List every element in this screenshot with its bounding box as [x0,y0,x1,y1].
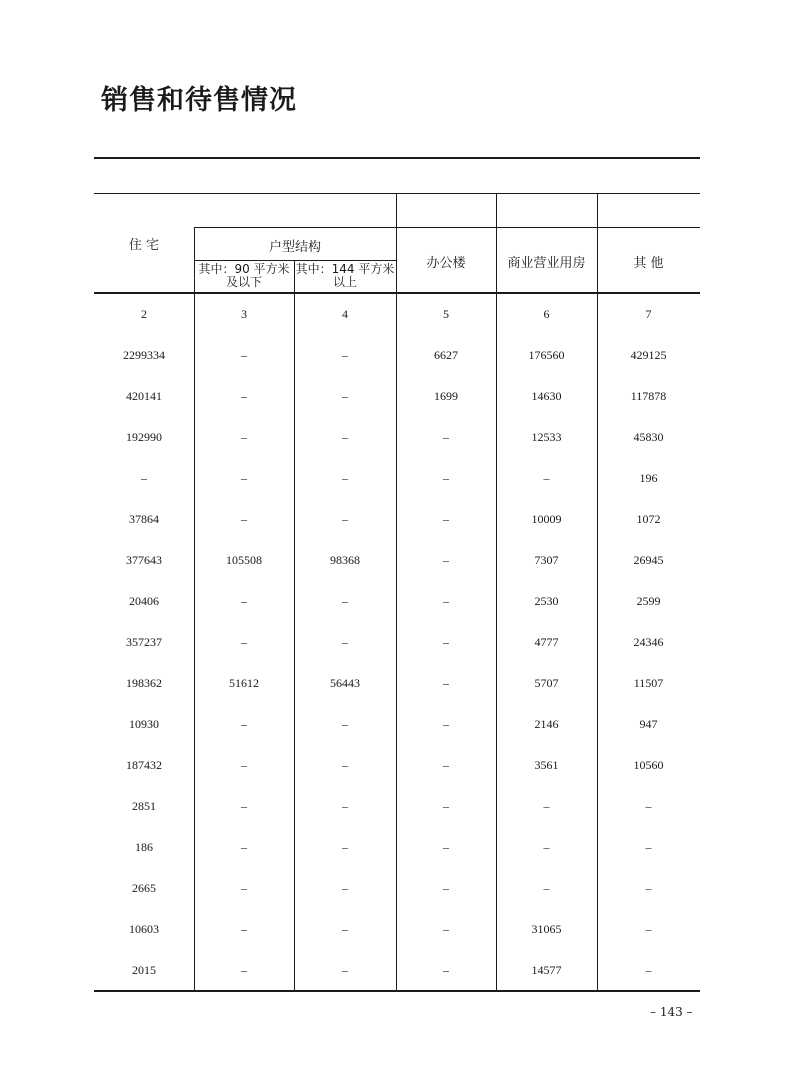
cell-commercial: 2530 [534,594,559,608]
cell-residential: 420141 [126,389,162,403]
cell-over-144: 98368 [330,553,360,567]
cell-under-90: – [241,635,247,649]
cell-commercial: 2146 [534,717,559,731]
table-row [94,868,700,909]
cell-other: 2599 [636,594,661,608]
cell-over-144: – [342,922,348,936]
header-under-90-line2: 及以下 [225,275,262,289]
table-row [94,417,700,458]
cell-over-144: – [342,635,348,649]
header-residential: 住 宅 [128,238,160,253]
header-commercial: 商业营业用房 [507,256,586,271]
cell-other: – [645,963,652,977]
cell-over-144: – [342,512,348,526]
cell-residential: 2665 [132,881,156,895]
cell-office: – [443,430,449,444]
cell-under-90: – [241,922,247,936]
header-top-line [94,193,700,194]
cell-other: 947 [639,717,658,731]
cell-under-90: 51612 [229,676,259,690]
cell-office: – [443,840,449,854]
cell-over-144: – [342,430,348,444]
page-title: 销售和待售情况 [101,85,297,116]
cell-commercial: 5707 [534,676,559,690]
table-row [94,704,700,745]
table-row [94,335,700,376]
cell-residential: 2299334 [123,348,165,362]
cell-office: – [443,553,449,567]
cell-under-90: – [241,348,247,362]
cell-other: 117878 [630,389,667,403]
cell-residential: 20406 [129,594,159,608]
column-number: 4 [342,307,348,321]
cell-over-144: – [342,389,348,403]
cell-under-90: – [241,799,247,813]
cell-other: 26945 [633,553,664,567]
header-over-144-line1: 其中：144 平方米 [295,262,395,276]
header-office: 办公楼 [426,256,466,271]
top-rule [94,157,700,159]
cell-under-90: – [241,717,247,731]
office-top-line [396,227,700,228]
cell-commercial: 3561 [534,758,559,772]
cell-residential: 198362 [126,676,162,690]
cell-commercial: 14577 [531,963,562,977]
column-number-row [94,294,700,335]
cell-other: – [645,881,652,895]
cell-commercial: – [543,881,550,895]
cell-under-90: – [241,512,247,526]
cell-under-90: – [241,471,247,485]
cell-office: – [443,717,449,731]
cell-residential: 10603 [129,922,159,936]
column-number: 2 [141,307,147,321]
column-number: 5 [443,307,449,321]
cell-over-144: – [342,348,348,362]
cell-under-90: – [241,430,247,444]
cell-other: 11507 [633,676,664,690]
column-number: 6 [543,307,550,321]
table-row [94,909,700,950]
cell-office: – [443,963,449,977]
cell-commercial: – [543,840,550,854]
cell-office: – [443,881,449,895]
cell-office: – [443,922,449,936]
unit-structure-bottom-line [194,260,396,261]
cell-office: – [443,471,449,485]
cell-commercial: 12533 [531,430,562,444]
cell-office: 1699 [434,389,458,403]
cell-over-144: 56443 [330,676,360,690]
cell-residential: 187432 [126,758,162,772]
cell-other: 196 [639,471,658,485]
cell-under-90: 105508 [226,553,262,567]
cell-over-144: – [342,881,348,895]
cell-other: 24346 [633,635,664,649]
table-row [94,827,700,868]
table-row [94,540,700,581]
table-row [94,581,700,622]
cell-other: – [645,799,652,813]
table-row [94,622,700,663]
cell-office: – [443,676,449,690]
cell-over-144: – [342,840,348,854]
header-under-90-line1: 其中：90 平方米 [198,262,290,276]
cell-office: – [443,635,449,649]
cell-office: – [443,512,449,526]
cell-residential: – [141,471,147,485]
cell-residential: 192990 [126,430,162,444]
header-over-144-line2: 以上 [332,275,357,289]
cell-office: – [443,758,449,772]
header-unit-structure: 户型结构 [268,240,321,255]
cell-commercial: – [543,471,550,485]
cell-office: – [443,799,449,813]
cell-commercial: – [543,799,550,813]
table-row [94,950,700,991]
cell-other: 45830 [633,430,664,444]
header-under-90 [194,263,294,289]
cell-other: 1072 [636,512,661,526]
cell-over-144: – [342,963,348,977]
header-over-144 [294,263,396,289]
cell-residential: 377643 [126,553,162,567]
table-row [94,663,700,704]
table-row [94,499,700,540]
cell-over-144: – [342,758,348,772]
table-row [94,376,700,417]
cell-commercial: 31065 [531,922,562,936]
cell-under-90: – [241,881,247,895]
cell-under-90: – [241,389,247,403]
table-row [94,745,700,786]
cell-office: – [443,594,449,608]
cell-residential: 10930 [129,717,159,731]
page-number: – 143 – [650,1005,693,1019]
cell-other: 10560 [633,758,664,772]
cell-commercial: 10009 [531,512,562,526]
cell-other: – [645,922,652,936]
cell-residential: 357237 [126,635,162,649]
cell-under-90: – [241,758,247,772]
column-number: 7 [645,307,652,321]
cell-commercial: 14630 [531,389,562,403]
cell-office: 6627 [434,348,458,362]
cell-residential: 2015 [132,963,156,977]
cell-residential: 186 [135,840,153,854]
cell-commercial: 7307 [534,553,559,567]
header-other: 其 他 [633,256,664,271]
cell-under-90: – [241,840,247,854]
cell-over-144: – [342,471,348,485]
column-number: 3 [241,307,247,321]
cell-over-144: – [342,799,348,813]
cell-other: 429125 [630,348,667,362]
cell-residential: 37864 [129,512,159,526]
cell-over-144: – [342,594,348,608]
cell-under-90: – [241,963,247,977]
cell-under-90: – [241,594,247,608]
table-row [94,786,700,827]
cell-residential: 2851 [132,799,156,813]
data-table [94,294,700,991]
cell-other: – [645,840,652,854]
cell-over-144: – [342,717,348,731]
cell-commercial: 176560 [528,348,565,362]
cell-commercial: 4777 [534,635,559,649]
unit-structure-top-line [194,227,396,228]
table-row [94,458,700,499]
